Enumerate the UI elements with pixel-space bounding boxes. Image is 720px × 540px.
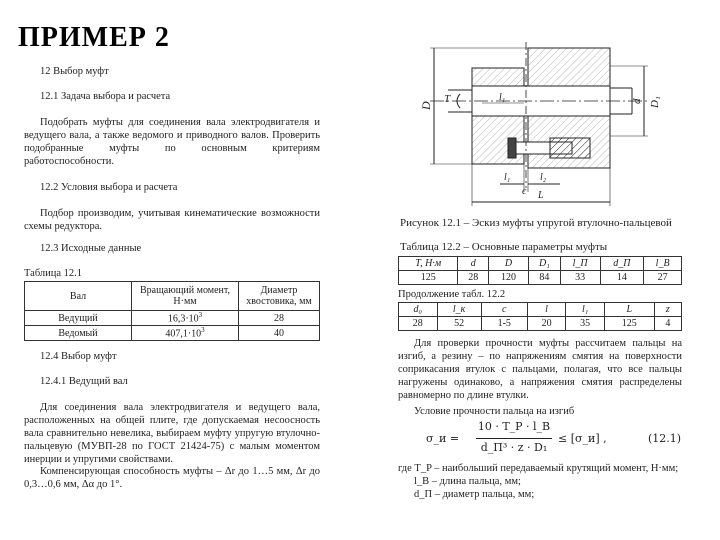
table-cell: 125 bbox=[399, 271, 458, 285]
table-cell: 84 bbox=[528, 271, 560, 285]
table-header: d₀ bbox=[399, 303, 438, 317]
table-12-2 bbox=[398, 256, 682, 285]
table-cell: 35 bbox=[566, 317, 605, 331]
table-cell: 28 bbox=[399, 317, 438, 331]
section-12-1-heading: 12.1 Задача выбора и расчета bbox=[40, 91, 171, 102]
table-12-1-caption: Таблица 12.1 bbox=[24, 268, 83, 279]
table-cell: 125 bbox=[604, 317, 654, 331]
label-d: d bbox=[631, 98, 643, 104]
table-header: D bbox=[489, 257, 529, 271]
fraction-bar bbox=[476, 438, 552, 439]
table-header: l_к bbox=[437, 303, 481, 317]
table-header: l_В bbox=[644, 257, 682, 271]
table-row bbox=[399, 271, 682, 285]
table-cell: Ведомый bbox=[25, 326, 132, 341]
table-cell: 14 bbox=[600, 271, 644, 285]
label-D: D bbox=[419, 101, 433, 110]
coupling-sketch bbox=[400, 38, 700, 210]
table-header: l bbox=[527, 303, 566, 317]
table-cell: $407,1\cdot 10^3$ bbox=[132, 326, 239, 341]
table-row bbox=[25, 311, 320, 326]
table-cell: 120 bbox=[489, 271, 529, 285]
table-12-1 bbox=[24, 281, 320, 341]
table-header: L bbox=[604, 303, 654, 317]
check-paragraph: Для проверки прочности муфты рассчитаем пальцы на изгиб, а резину – по напряжениям смятия на поверхности соприкасания втулок с пальцами, полагая, что все пальцы нагружены одинаково, а напряжения смятия распределены равномерно по длине втулки. bbox=[398, 338, 682, 401]
table-header: l₁ bbox=[566, 303, 605, 317]
selection-paragraph: Для соединения вала электродвигателя и ведущего вала, расположенных на общей плите, где допускаемая несоосность вала сравнительно невелика, выбираем муфту упругую втулочно-пальцевую (МУВП-28 по ГОСТ 21424-75) с малым моментом инерции и упругими свойствами. bbox=[24, 402, 320, 465]
table-cell: 52 bbox=[437, 317, 481, 331]
table-header: l_П bbox=[560, 257, 600, 271]
section-12-heading: 12 Выбор муфт bbox=[40, 66, 109, 77]
table-header: z bbox=[654, 303, 681, 317]
where-line-1: где T_P – наибольший передаваемый крутящий момент, Н·мм; bbox=[398, 463, 679, 474]
table-cell: 4 bbox=[654, 317, 681, 331]
conditions-paragraph: Подбор производим, учитывая кинематические возможности схемы редуктора. bbox=[24, 208, 320, 232]
table-continuation-caption: Продолжение табл. 12.2 bbox=[398, 289, 506, 300]
table-row bbox=[399, 317, 682, 331]
table-cell: 33 bbox=[560, 271, 600, 285]
table-cell: 20 bbox=[527, 317, 566, 331]
compensation-paragraph: Компенсирующая способность муфты – Δr до 1…5 мм, Δr до 0,3…0,6 мм, Δα до 1°. bbox=[24, 466, 320, 490]
label-l2: l₂ bbox=[540, 172, 547, 183]
strength-condition-label: Условие прочности пальца на изгиб bbox=[414, 406, 575, 417]
formula-number: (12.1) bbox=[648, 432, 682, 445]
table-row bbox=[25, 326, 320, 341]
table-cell: 40 bbox=[239, 326, 320, 341]
table-header: d_П bbox=[600, 257, 644, 271]
table-12-2-continued bbox=[398, 302, 682, 331]
formula-numerator: 10 · T_P · l_В bbox=[477, 420, 551, 433]
table-header: Вал bbox=[25, 282, 132, 311]
label-l1: l₁ bbox=[504, 172, 511, 183]
bending-formula bbox=[426, 420, 688, 458]
table-header: T, Н·м bbox=[399, 257, 458, 271]
label-l1-top: l₁ bbox=[499, 92, 506, 103]
label-c: c bbox=[522, 186, 527, 197]
table-cell: 1-5 bbox=[481, 317, 527, 331]
task-paragraph: Подобрать муфты для соединения вала электродвигателя и ведущего вала, а также ведомого и приводного валов. Проверить подобранные муфты по основным критериям работоспособности. bbox=[24, 117, 320, 167]
formula-rhs: ≤ [σ_и] , bbox=[558, 432, 607, 445]
table-header: c bbox=[481, 303, 527, 317]
where-line-3: d_П – диаметр пальца, мм; bbox=[414, 489, 535, 500]
formula-denominator: d_П³ · z · D₁ bbox=[480, 441, 548, 454]
section-12-4-1-heading: 12.4.1 Ведущий вал bbox=[40, 376, 128, 387]
formula-lhs: σ_и = bbox=[426, 432, 460, 445]
table-cell: Ведущий bbox=[25, 311, 132, 326]
table-cell: $16,3\cdot 10^3$ bbox=[132, 311, 239, 326]
slide-title: ПРИМЕР 2 bbox=[18, 22, 170, 53]
table-header: Диаметр хвостовика, мм bbox=[239, 282, 320, 311]
where-line-2: l_В – длина пальца, мм; bbox=[414, 476, 521, 487]
label-T: T bbox=[444, 93, 451, 105]
section-12-4-heading: 12.4 Выбор муфт bbox=[40, 351, 117, 362]
table-header: d bbox=[458, 257, 489, 271]
table-cell: 28 bbox=[239, 311, 320, 326]
figure-caption: Рисунок 12.1 – Эскиз муфты упругой втулочно-пальцевой bbox=[400, 217, 672, 229]
section-12-3-heading: 12.3 Исходные данные bbox=[40, 243, 142, 254]
label-L: L bbox=[538, 190, 544, 201]
table-cell: 28 bbox=[458, 271, 489, 285]
table-header: Вращающий момент, Н·мм bbox=[132, 282, 239, 311]
label-D1: D₁ bbox=[649, 96, 661, 108]
table-cell: 27 bbox=[644, 271, 682, 285]
table-header: D₁ bbox=[528, 257, 560, 271]
section-12-2-heading: 12.2 Условия выбора и расчета bbox=[40, 182, 178, 193]
table-12-2-caption: Таблица 12.2 – Основные параметры муфты bbox=[400, 241, 608, 253]
